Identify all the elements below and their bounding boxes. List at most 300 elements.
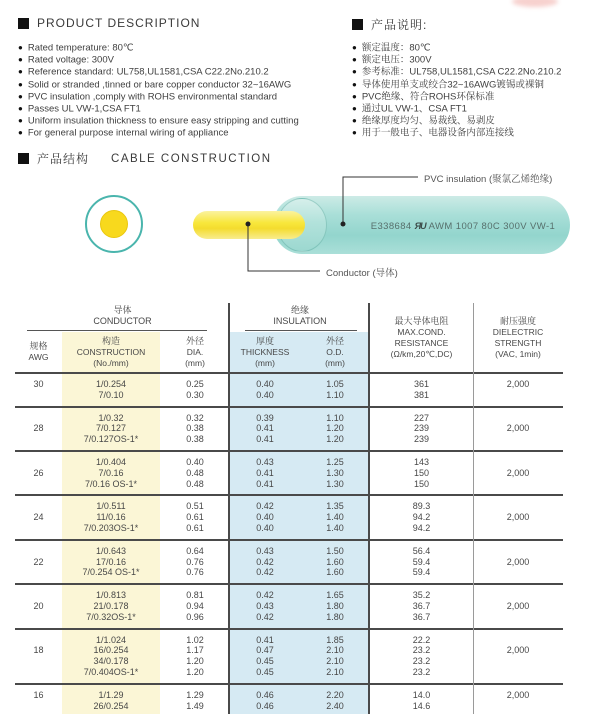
cell-resistance-value: 59.4	[412, 556, 431, 567]
cell-od-value: 1.20	[326, 434, 344, 445]
bullet-icon: ●	[18, 91, 23, 101]
product-notes-header	[352, 16, 427, 33]
insulation-group-cn: 绝缘	[290, 305, 309, 315]
product-description-text: Passes UL VW-1,CSA FT1	[27, 103, 141, 115]
product-note-text: 参考标准：UL758,UL1581,CSA C22.2No.210.2	[361, 66, 562, 78]
cell-construction-value: 7/0.16 OS-1*	[84, 478, 138, 489]
cell-od	[300, 690, 370, 712]
col-od-cn: 外径	[325, 335, 344, 346]
product-note-text: 额定电压：300V	[361, 54, 432, 66]
cell-dielectric-value: 2,000	[506, 512, 530, 523]
cell-awg-value	[15, 656, 62, 667]
cell-thickness-value: 0.41	[256, 634, 274, 645]
cell-construction-value: 1/0.32	[98, 412, 124, 423]
col-dia-sub: (mm)	[185, 357, 205, 368]
cell-construction-value: 16/0.254	[93, 645, 129, 656]
cell-thickness-value: 0.40	[256, 389, 274, 400]
cell-awg-value	[15, 390, 62, 401]
cell-dia-value: 1.20	[186, 656, 204, 667]
cell-dielectric	[473, 413, 563, 445]
cell-dia	[160, 413, 230, 445]
product-note-item	[352, 79, 561, 91]
col-construction-cn: 构造	[101, 335, 120, 346]
cell-resistance-value: 36.7	[412, 611, 431, 622]
product-description-text: Solid or stranded ,tinned or bare copper conductor 32~16AWG	[27, 79, 292, 91]
bullet-icon: ●	[18, 79, 23, 89]
cell-od-value: 1.20	[326, 423, 344, 434]
cell-dielectric-value: 2,000	[506, 645, 530, 656]
cell-awg-value	[15, 612, 62, 623]
cell-od-value: 1.40	[326, 522, 344, 533]
ul-recognized-mark-icon: ЯU	[414, 221, 426, 231]
cell-dielectric	[473, 690, 563, 712]
cell-awg-value	[15, 590, 62, 601]
conductor-group-underline	[27, 330, 207, 331]
cell-dia	[160, 501, 230, 533]
cell-dia-value: 1.17	[186, 645, 204, 656]
cell-construction	[62, 413, 160, 445]
cell-od	[300, 590, 370, 622]
cell-construction-value: 7/0.203OS-1*	[83, 522, 139, 533]
cell-od-value: 2.10	[326, 666, 344, 677]
cell-awg-value	[15, 567, 62, 578]
table-row-awg-28	[15, 408, 563, 452]
cell-dielectric-value	[473, 413, 563, 424]
cell-construction	[62, 546, 160, 578]
cell-dia-value: 0.51	[186, 501, 204, 512]
cell-od-value: 1.35	[326, 501, 344, 512]
cell-dia	[160, 379, 230, 401]
cell-resistance-value: 22.2	[412, 634, 431, 645]
insulation-group-underline	[245, 330, 357, 331]
cell-construction-value: 7/0.32OS-1*	[86, 611, 136, 622]
product-description-item	[18, 42, 299, 54]
cell-resistance	[370, 457, 473, 489]
cell-od-value: 1.25	[326, 456, 344, 467]
col-awg-en: AWG	[28, 352, 49, 362]
cell-thickness-value: 0.40	[256, 379, 274, 389]
col-od-en: O.D.	[326, 346, 344, 357]
cell-dielectric	[473, 457, 563, 489]
cell-construction-value: 26/0.254	[93, 700, 129, 711]
product-description-text: Uniform insulation thickness to ensure easy stripping and cutting	[27, 115, 299, 127]
cell-dielectric-value	[473, 523, 563, 534]
cell-dia-value: 0.96	[186, 611, 204, 622]
cell-od-value: 1.10	[326, 389, 344, 400]
cell-thickness-value: 0.42	[256, 611, 274, 622]
col-header-construction	[62, 332, 160, 372]
cell-resistance-value: 150	[413, 478, 430, 489]
cell-resistance-value: 381	[413, 389, 430, 400]
cell-dia-value: 0.40	[186, 456, 204, 467]
bullet-icon: ●	[18, 103, 23, 113]
cell-construction-value: 17/0.16	[95, 556, 127, 567]
cell-thickness	[230, 590, 300, 622]
cell-construction	[62, 635, 160, 678]
cable-print-text	[356, 221, 570, 232]
product-note-item	[352, 115, 561, 127]
cell-dielectric-value: 2,000	[506, 379, 530, 389]
col-header-dia	[160, 332, 230, 372]
cell-resistance-value: 14.6	[412, 700, 431, 711]
cell-thickness-value: 0.42	[256, 590, 274, 601]
cell-construction-value: 21/0.178	[93, 600, 129, 611]
product-description-text: Reference standard: UL758,UL1581,CSA C22.2No.210.2	[27, 66, 269, 78]
cell-resistance-value: 239	[413, 434, 430, 445]
cell-od-value: 1.60	[326, 567, 344, 578]
cell-thickness-value: 0.42	[256, 567, 274, 578]
table-row-awg-24	[15, 496, 563, 540]
cell-construction-value: 1/0.404	[95, 456, 127, 467]
product-description-item	[18, 79, 299, 91]
cell-thickness-value: 0.41	[256, 467, 274, 478]
cell-od-value: 1.50	[326, 545, 344, 556]
cell-resistance-value: 14.0	[412, 689, 431, 700]
cell-resistance-value: 35.2	[412, 590, 431, 601]
cell-awg	[15, 379, 62, 401]
col-res-en1: MAX.COND.	[397, 326, 446, 337]
bullet-icon: ●	[18, 55, 23, 65]
cell-od-value: 1.80	[326, 611, 344, 622]
cell-resistance	[370, 590, 473, 622]
cell-awg	[15, 690, 62, 712]
cell-dielectric	[473, 590, 563, 622]
product-notes-title: 产品说明:	[371, 18, 428, 32]
product-note-item	[352, 91, 561, 103]
cell-awg-value	[15, 434, 62, 445]
bullet-icon: ●	[352, 79, 357, 89]
col-thickness-en: THICKNESS	[240, 346, 290, 357]
cell-od	[300, 501, 370, 533]
cell-dia-value: 0.32	[186, 412, 204, 423]
bullet-icon: ●	[18, 128, 23, 138]
cell-dia	[160, 546, 230, 578]
cell-dielectric-value	[473, 656, 563, 667]
cell-dia	[160, 457, 230, 489]
cell-thickness	[230, 457, 300, 489]
product-note-text: 通过UL VW-1、CSA FT1	[361, 103, 467, 115]
cell-dia-value: 1.29	[186, 689, 204, 700]
cell-thickness	[230, 690, 300, 712]
cell-dielectric-value: 2,000	[506, 467, 530, 478]
col-diel-cn: 耐压强度	[499, 315, 536, 326]
cell-resistance-value: 94.2	[412, 522, 431, 533]
cell-construction-value: 7/0.10	[98, 389, 124, 400]
bullet-icon: ●	[18, 67, 23, 77]
cell-resistance-value: 89.3	[412, 501, 431, 512]
cell-thickness-value: 0.40	[256, 522, 274, 533]
cell-od-value: 1.05	[326, 379, 344, 389]
col-header-awg	[15, 332, 62, 372]
cell-thickness-value: 0.43	[256, 545, 274, 556]
cell-dielectric-value	[473, 390, 563, 401]
cell-thickness-value: 0.39	[256, 412, 274, 423]
cell-thickness-value: 0.43	[256, 600, 274, 611]
product-notes-list	[352, 42, 561, 140]
cell-od-value: 1.30	[326, 478, 344, 489]
cell-dielectric-value	[473, 567, 563, 578]
cell-construction	[62, 501, 160, 533]
cell-od-value: 1.60	[326, 556, 344, 567]
table-body	[15, 374, 563, 714]
cell-dielectric-value	[473, 457, 563, 468]
section-marker-icon	[18, 153, 29, 164]
cell-construction	[62, 590, 160, 622]
product-description-item	[18, 66, 299, 78]
cell-od-value: 1.85	[326, 634, 344, 645]
cable-construction-title-en: CABLE CONSTRUCTION	[111, 152, 272, 165]
cell-construction-value: 7/0.16	[98, 467, 124, 478]
divider-insulation-resistance	[368, 303, 370, 714]
cell-dielectric	[473, 501, 563, 533]
cell-thickness	[230, 501, 300, 533]
cable-cert-number: E338684	[370, 221, 412, 232]
cell-awg-value	[15, 479, 62, 490]
cell-awg-value	[15, 667, 62, 678]
cell-od-value: 2.10	[326, 645, 344, 656]
cell-thickness-value: 0.46	[256, 700, 274, 711]
cell-awg	[15, 590, 62, 622]
section-marker-icon	[352, 19, 363, 30]
cell-dielectric-value: 2,000	[506, 689, 530, 700]
cell-resistance-value: 361	[413, 379, 430, 389]
cell-dia	[160, 635, 230, 678]
cell-resistance-value: 23.2	[412, 666, 431, 677]
bullet-icon: ●	[352, 103, 357, 113]
cell-awg-value	[15, 635, 62, 646]
cell-thickness-value: 0.42	[256, 501, 274, 512]
product-description-header	[18, 16, 200, 30]
table-row-awg-18	[15, 630, 563, 685]
cell-dia-value: 0.94	[186, 600, 204, 611]
product-note-item	[352, 127, 561, 139]
cell-resistance-value: 143	[413, 456, 430, 467]
cell-resistance	[370, 635, 473, 678]
bullet-icon: ●	[352, 55, 357, 65]
insulation-group-en: INSULATION	[273, 316, 327, 326]
cell-dielectric-value: 2,000	[506, 556, 530, 567]
cell-thickness-value: 0.45	[256, 656, 274, 667]
table-row-awg-22	[15, 541, 563, 585]
cell-dia-value: 0.61	[186, 512, 204, 523]
cell-thickness	[230, 379, 300, 401]
cell-dielectric	[473, 379, 563, 401]
cell-dielectric-value	[473, 590, 563, 601]
product-description-item	[18, 127, 299, 139]
divider-conductor-insulation	[228, 303, 230, 714]
bullet-icon: ●	[352, 116, 357, 126]
cell-resistance	[370, 501, 473, 533]
cell-dia-value: 1.02	[186, 634, 204, 645]
cell-dielectric-value	[473, 635, 563, 646]
cell-thickness-value: 0.46	[256, 689, 274, 700]
cell-od-value: 2.40	[326, 700, 344, 711]
cell-dia-value: 1.20	[186, 666, 204, 677]
col-od-sub: (mm)	[325, 357, 345, 368]
product-note-item	[352, 66, 561, 78]
col-construction-sub: (No./mm)	[93, 357, 129, 368]
cell-construction-value: 1/0.813	[95, 590, 127, 601]
cell-od-value: 1.65	[326, 590, 344, 601]
col-header-dielectric	[473, 303, 563, 372]
cell-awg	[15, 501, 62, 533]
product-description-list	[18, 42, 299, 140]
cell-awg-value	[15, 523, 62, 534]
cell-thickness-value: 0.40	[256, 512, 274, 523]
cell-awg-value: 22	[33, 556, 44, 567]
bullet-icon: ●	[352, 91, 357, 101]
cell-od	[300, 413, 370, 445]
cable-construction-header	[18, 150, 272, 167]
cell-resistance	[370, 546, 473, 578]
table-row-awg-16	[15, 685, 563, 714]
cell-thickness-value: 0.41	[256, 478, 274, 489]
cell-resistance-value: 56.4	[412, 545, 431, 556]
cell-resistance-value: 227	[413, 412, 430, 423]
conductor-group-cn: 导体	[113, 305, 132, 315]
product-description-item	[18, 103, 299, 115]
cell-awg-value: 30	[33, 379, 44, 389]
cell-od	[300, 379, 370, 401]
cell-construction-value: 1/0.643	[95, 545, 127, 556]
product-description-item	[18, 91, 299, 103]
section-marker-icon	[18, 18, 29, 29]
col-diel-en2: STRENGTH	[494, 337, 542, 348]
product-note-item	[352, 42, 561, 54]
cell-awg	[15, 546, 62, 578]
cell-construction-value: 1/0.254	[95, 379, 127, 389]
col-awg-cn: 规格	[29, 341, 48, 351]
cell-awg-value: 18	[33, 645, 44, 656]
col-res-en2: RESISTANCE	[394, 337, 449, 348]
cell-construction-value: 1/1.024	[95, 634, 127, 645]
cell-dielectric-value	[473, 434, 563, 445]
product-description-item	[18, 115, 299, 127]
product-description-title: PRODUCT DESCRIPTION	[37, 16, 201, 30]
cell-thickness	[230, 546, 300, 578]
cell-awg	[15, 413, 62, 445]
col-header-thickness	[230, 332, 300, 372]
cell-resistance	[370, 690, 473, 712]
cell-od	[300, 457, 370, 489]
col-diel-en1: DIELECTRIC	[492, 326, 544, 337]
cell-od-value: 2.20	[326, 689, 344, 700]
col-construction-en: CONSTRUCTION	[76, 346, 146, 357]
col-res-cn: 最大导体电阻	[394, 315, 449, 326]
cell-construction	[62, 457, 160, 489]
cell-od-value: 1.30	[326, 467, 344, 478]
conductor-core-icon	[100, 210, 128, 238]
cell-resistance-value: 36.7	[412, 600, 431, 611]
product-note-text: 导体使用单支或绞合32~16AWG镀锡或裸铜	[361, 79, 544, 91]
cell-dia	[160, 690, 230, 712]
cell-construction	[62, 379, 160, 401]
product-note-item	[352, 54, 561, 66]
cell-awg-value	[15, 413, 62, 424]
col-thickness-cn: 厚度	[255, 335, 274, 346]
cell-od-value: 1.80	[326, 600, 344, 611]
cell-awg	[15, 457, 62, 489]
cell-awg-value	[15, 457, 62, 468]
cell-resistance-value: 94.2	[412, 512, 431, 523]
bullet-icon: ●	[18, 116, 23, 126]
header-divider	[15, 372, 563, 374]
col-header-od	[300, 332, 370, 372]
product-description-text: Rated voltage: 300V	[27, 54, 114, 66]
cell-thickness-value: 0.41	[256, 434, 274, 445]
cell-dielectric-value: 2,000	[506, 423, 530, 434]
cell-dia-value: 0.76	[186, 567, 204, 578]
cell-thickness	[230, 635, 300, 678]
insulation-callout-label: PVC insulation (聚氯乙烯绝缘)	[424, 174, 553, 185]
cell-construction-value: 1/0.511	[96, 501, 126, 512]
cell-dia-value: 0.61	[186, 522, 204, 533]
cell-awg-value	[15, 501, 62, 512]
conductor-callout-label: Conductor (导体)	[326, 268, 398, 279]
cell-thickness-value: 0.45	[256, 666, 274, 677]
col-thickness-sub: (mm)	[255, 357, 275, 368]
product-description-text: For general purpose internal wiring of appliance	[27, 127, 229, 139]
specification-table	[15, 303, 563, 714]
cell-construction	[62, 690, 160, 712]
cell-dielectric-value: 2,000	[506, 600, 530, 611]
bullet-icon: ●	[352, 128, 357, 138]
cell-construction-value: 11/0.16	[96, 512, 126, 523]
bullet-icon: ●	[18, 43, 23, 52]
product-description-text: Rated temperature: 80℃	[27, 42, 134, 54]
table-row-awg-26	[15, 452, 563, 496]
cell-dia-value: 0.48	[186, 467, 204, 478]
cell-construction-value: 7/0.127OS-1*	[83, 434, 139, 445]
cell-awg-value: 16	[33, 689, 44, 700]
cell-od	[300, 546, 370, 578]
cable-construction-title-cn: 产品结构	[37, 152, 90, 166]
cell-dia-value: 0.30	[186, 389, 204, 400]
cell-dia-value: 0.76	[186, 556, 204, 567]
cell-thickness-value: 0.41	[256, 423, 274, 434]
cell-dia-value: 0.48	[186, 478, 204, 489]
bullet-icon: ●	[352, 43, 357, 52]
product-note-text: PVC绝缘、符合ROHS环保标准	[361, 91, 495, 103]
cell-awg-value: 26	[33, 467, 44, 478]
cell-construction-value: 1/1.29	[98, 689, 124, 700]
cell-dielectric	[473, 635, 563, 678]
cell-resistance	[370, 379, 473, 401]
cell-thickness-value: 0.42	[256, 556, 274, 567]
product-note-text: 用于一般电子、电器设备内部连接线	[361, 127, 514, 139]
product-note-text: 绝缘厚度均匀、易裁线、易剥皮	[361, 115, 495, 127]
cell-resistance	[370, 413, 473, 445]
col-dia-cn: 外径	[185, 335, 204, 346]
product-note-item	[352, 103, 561, 115]
conductor-group-en: CONDUCTOR	[93, 316, 152, 326]
cell-dia-value: 0.38	[186, 434, 204, 445]
cell-construction-value: 34/0.178	[93, 656, 129, 667]
cell-dia-value: 0.64	[186, 545, 204, 556]
product-note-text: 额定温度：80℃	[361, 42, 431, 54]
cell-resistance-value: 150	[413, 467, 430, 478]
cell-resistance-value: 23.2	[412, 656, 431, 667]
logo-fragment	[512, 0, 558, 7]
product-description-text: PVC insulation ,comply with ROHS environmental standard	[27, 91, 278, 103]
cell-dia-value: 0.38	[186, 423, 204, 434]
col-header-resistance	[370, 303, 473, 372]
cell-awg-value: 28	[33, 423, 44, 434]
cell-awg-value: 24	[33, 512, 44, 523]
cell-dielectric-value	[473, 546, 563, 557]
cable-cross-section	[85, 195, 143, 253]
cable-spec-text: AWM 1007 80C 300V VW-1	[428, 221, 556, 232]
